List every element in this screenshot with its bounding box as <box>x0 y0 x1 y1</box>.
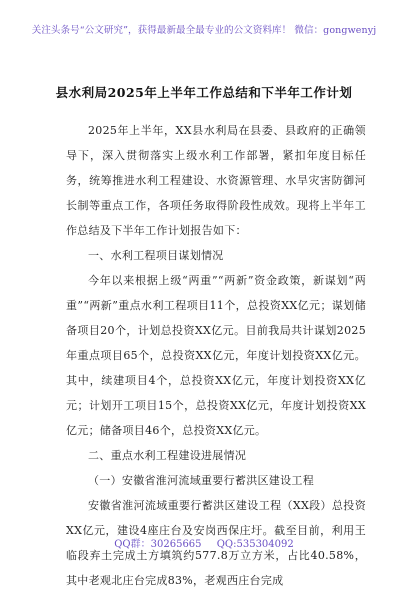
section-heading-1: 一、水利工程项目谋划情况 <box>88 249 224 262</box>
section-heading-2: 二、重点水利工程建设进展情况 <box>88 449 247 462</box>
footer-contact <box>0 535 408 550</box>
footer-qq: QQ:535304092 <box>216 539 294 550</box>
header-promo-note: 关注头条号“公文研究”，获得最新最全最专业的公文资料库！ 微信：gongwenyj <box>31 25 377 36</box>
subsection-1-paragraph: 安徽省淮河流域重要行蓄洪区建设工程（XX段）总投资XX亿元，建设4座庄台及安岗西保庄圩。截至目前，利用王临段弃土完成土方填筑约577.8万立方米，占比40.58%，其中老观北庄台完成83%，老观西庄台完成 <box>66 499 366 587</box>
intro-paragraph: 2025年上半年，XX县水利局在县委、县政府的正确领导下，深入贯彻落实上级水利工作部署，紧扣年度目标任务，统筹推进水利工程建设、水资源管理、水旱灾害防御河长制等重点工作，各项任务取得阶段性成效。现将上半年工作总结及下半年工作计划报告如下： <box>66 124 366 237</box>
section-1-paragraph: 今年以来根据上级“两重”“两新”资金政策，新谋划“两重”“两新”重点水利工程项目11个，总投资XX亿元；谋划储备项目20个，计划总投资XX亿元。目前我局共计谋划2025年重点项目65个，总投资XX亿元，年度计划投资XX亿元。其中，续建项目4个，总投资XX亿元，年度计划投资XX亿元；计划开工项目15个，总投资XX亿元，年度计划投资XX亿元；储备项目46个，总投资XX亿元。 <box>66 274 366 437</box>
footer-qq-group: QQ群：30265665 <box>114 539 202 550</box>
document-title: 县水利局2025年上半年工作总结和下半年工作计划 <box>55 85 353 100</box>
subsection-heading-1: （一）安徽省淮河流域重要行蓄洪区建设工程 <box>88 474 314 487</box>
